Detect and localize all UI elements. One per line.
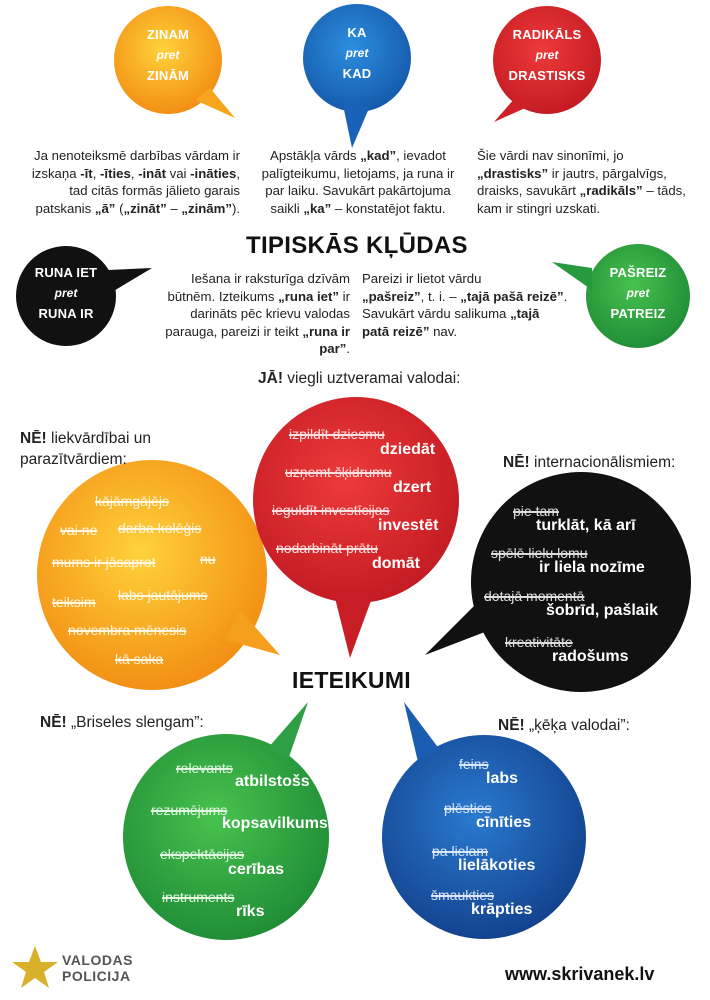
bubble-word: KAD [342,66,372,81]
bubble-radikals-text [492,28,602,82]
green-pair-wrong: rezumējums [151,802,228,818]
runa-iet-explanation: Iešana ir raksturīga dzīvām būtnēm. Izteikums „runa iet” ir darināts pēc krievu valodas parauga, pareizi ir teikt „runa ir par”. [165,271,350,356]
bubble-pret: pret [54,286,78,300]
bubble-pret: pret [156,48,180,62]
blue-pair-right: krāpties [471,901,533,918]
black-pair-right: radošums [552,648,629,665]
star-icon [12,946,58,988]
blue-pair-right: cīnīties [476,814,532,831]
blue-pair-right: lielākoties [458,857,536,874]
black-pair-wrong: kreativitāte [505,634,573,650]
bubble-word: DRASTISKS [508,68,586,83]
green-pair-wrong: relevants [176,760,233,776]
orange-word: novembra mēnesis [68,622,187,638]
pasreiz-explanation: Pareizi ir lietot vārdu „pašreiz”, t. i. – „tajā pašā reizē”. Savukārt vārdu salikuma „tajā patā reizē” nav. [362,271,568,339]
green-pair-right: kopsavilkums [222,815,328,832]
bubble-word: PATREIZ [610,306,666,321]
black-pair-right: šobrīd, pašlaik [546,602,659,619]
green-pair-wrong: ekspektācijas [160,846,245,862]
blue-pair-wrong: šmaukties [431,887,495,903]
red-pair-right: dziedāt [380,441,436,458]
label-ne-keka: NĒ! „ķēķa valodai”: [498,717,630,734]
orange-word: kājāmgājējs [95,493,169,509]
orange-word: kā saka [115,651,164,667]
bubble-word: PAŠREIZ [609,265,667,280]
ieteikumi-title: IETEIKUMI [292,667,411,693]
green-pair-right: rīks [236,903,265,920]
black-pair-wrong: dotajā momentā [484,588,585,604]
typical-errors-heading: TIPISKĀS KĻŪDAS [246,232,468,259]
red-pair-wrong: izpildīt dziesmu [289,426,385,442]
label-ne-brisel: NĒ! „Briseles slengam”: [40,714,204,731]
bubble-word: ZINAM [146,27,190,42]
logo-valodas-policija: VALODAS POLICIJA [62,952,133,984]
bubble-word: RUNA IET [34,265,98,280]
bubble-ka-kad-text [307,26,407,80]
red-pair-right: domāt [372,555,420,572]
bubble-word: KA [347,25,367,40]
ka-kad-explanation: Apstākļa vārds „kad”, ievadot palīgteikumu, lietojams, ja runa ir par laiku. Savukārt pakārtojuma saikli „ka” – konstatējot faktu. [261,148,455,216]
blue-pair-wrong: feins [459,756,489,772]
blue-pair-right: labs [486,770,519,787]
orange-word: labs jautājums [118,587,208,603]
bubble-word: RADIKĀLS [512,27,582,42]
radikals-explanation: Šie vārdi nav sinonīmi, jo „drastisks” ir jautrs, pārgalvīgs, draisks, savukārt „radikāls” – tāds, kam ir stingri uzskati. [477,148,686,216]
label-ne-parazit: NĒ! liekvārdībai un parazītvārdiem: [20,430,151,468]
bubble-pret: pret [626,286,650,300]
bubble-word: RUNA IR [38,306,94,321]
red-pair-wrong: ieguldīt investīcijas [272,502,390,518]
black-pair-right: ir liela nozīme [539,559,645,576]
bubble-zinam-text [118,28,218,82]
label-ja: JĀ! viegli uztveramai valodai: [258,370,461,387]
bubble-pret: pret [345,46,369,60]
blue-pair-wrong: plēsties [444,800,492,816]
red-pair-wrong: uzņemt šķidrumu [285,464,392,480]
website-link[interactable]: www.skrivanek.lv [505,964,655,984]
blue-pair-wrong: pa lielam [432,843,489,859]
orange-word: teiksim [52,594,96,610]
bubble-word: ZINĀM [146,68,190,83]
bubble-pret: pret [535,48,559,62]
red-pair-wrong: nodarbināt prātu [276,540,378,556]
black-pair-right: turklāt, kā arī [536,517,636,534]
orange-word: nu [200,551,216,567]
bubble-pasreiz-text [588,266,688,320]
red-pair-right: dzert [393,479,432,496]
orange-word: vai ne [60,522,98,538]
zinam-explanation: Ja nenoteiksmē darbības vārdam ir izskaņa -īt, -īties, -ināt vai -ināties, tad citās formās jālieto garais patskanis „ā” („zināt” – „zinām”). [31,148,240,216]
black-pair-wrong: pie tam [513,503,559,519]
green-pair-right: cerības [228,861,285,878]
black-pair-wrong: spēlē lielu lomu [491,545,588,561]
green-pair-wrong: instruments [162,889,235,905]
green-pair-right: atbilstošs [235,773,310,790]
label-ne-intern: NĒ! internacionālismiem: [503,454,676,471]
orange-word: mums ir jāsaprot [52,554,156,570]
bubble-runa-iet-text [18,266,114,320]
orange-word: darba kolēģis [118,520,202,536]
red-pair-right: investēt [378,517,439,534]
